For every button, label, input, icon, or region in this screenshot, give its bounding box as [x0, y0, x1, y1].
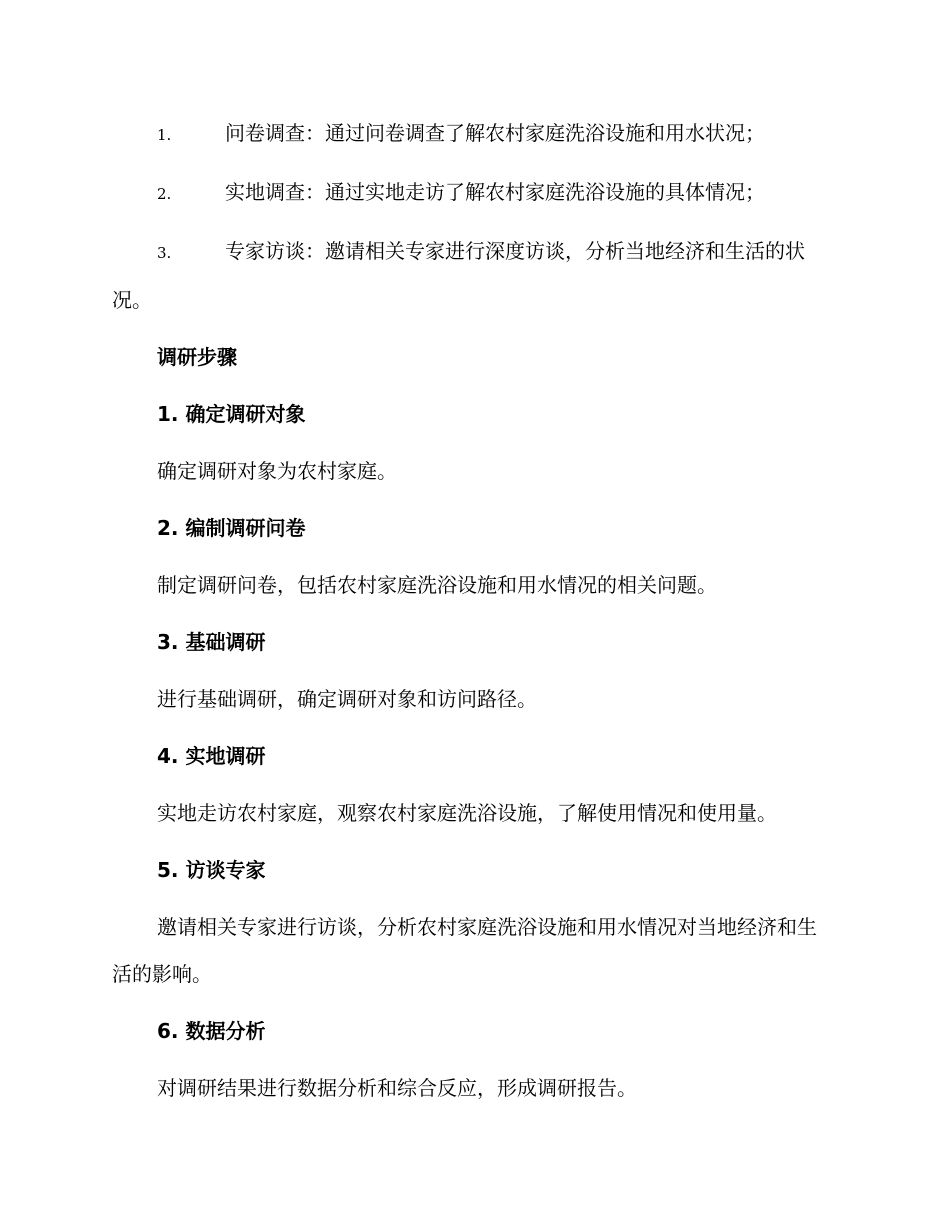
step-body-6: 对调研结果进行数据分析和综合反应，形成调研报告。 — [157, 1076, 637, 1100]
step-heading-3: 3. 基础调研 — [157, 630, 266, 654]
section-title: 调研步骤 — [157, 345, 237, 369]
method-number: 3. — [157, 244, 172, 262]
method-number: 1. — [157, 126, 172, 144]
step-heading-6: 6. 数据分析 — [157, 1019, 266, 1043]
method-text: 专家访谈：邀请相关专家进行深度访谈，分析当地经济和生活的状况。 — [112, 239, 805, 312]
method-text: 实地调查：通过实地走访了解农村家庭洗浴设施的具体情况； — [225, 180, 765, 204]
method-item-2 — [112, 169, 832, 218]
method-number: 2. — [157, 185, 172, 203]
step-body-5: 邀请相关专家进行访谈，分析农村家庭洗浴设施和用水情况对当地经济和生活的影响。 — [112, 915, 817, 986]
method-text: 问卷调查：通过问卷调查了解农村家庭洗浴设施和用水状况； — [225, 121, 765, 145]
method-item-3 — [112, 228, 832, 324]
step-body-1: 确定调研对象为农村家庭。 — [157, 459, 397, 483]
step-body-3: 进行基础调研，确定调研对象和访问路径。 — [157, 687, 537, 711]
document-body — [112, 110, 832, 1122]
step-body-4: 实地走访农村家庭，观察农村家庭洗浴设施，了解使用情况和使用量。 — [157, 801, 777, 825]
step-heading-2: 2. 编制调研问卷 — [157, 516, 306, 540]
step-heading-4: 4. 实地调研 — [157, 744, 266, 768]
method-item-1 — [112, 110, 832, 159]
step-heading-5: 5. 访谈专家 — [157, 858, 266, 882]
step-body-2: 制定调研问卷，包括农村家庭洗浴设施和用水情况的相关问题。 — [157, 573, 717, 597]
step-heading-1: 1. 确定调研对象 — [157, 402, 306, 426]
